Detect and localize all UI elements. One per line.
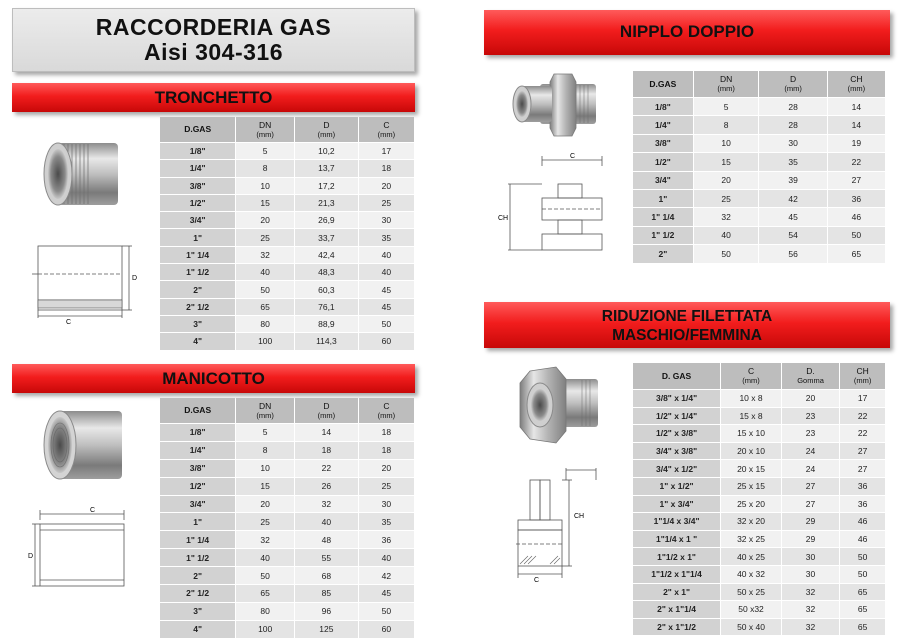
manicotto-table xyxy=(159,397,415,639)
col-header: D.GAS xyxy=(160,117,235,142)
value-cell: 50 xyxy=(694,245,759,262)
value-cell: 8 xyxy=(694,116,759,133)
value-cell: 80 xyxy=(236,316,294,332)
size-cell: 1/2" xyxy=(160,478,235,495)
value-cell: 42 xyxy=(759,190,826,207)
size-cell: 3/8" xyxy=(633,135,693,152)
size-cell: 3/4" xyxy=(160,496,235,513)
table-row xyxy=(160,281,414,297)
value-cell: 20 x 10 xyxy=(721,443,781,460)
table-row xyxy=(633,584,885,601)
value-cell: 30 xyxy=(359,496,414,513)
table-row xyxy=(160,229,414,245)
title-line-2: Aisi 304-316 xyxy=(144,39,283,65)
value-cell: 32 xyxy=(236,247,294,263)
value-cell: 48 xyxy=(295,531,358,548)
value-cell: 14 xyxy=(295,424,358,441)
size-cell: 1"1/4 x 1 " xyxy=(633,531,720,548)
value-cell: 85 xyxy=(295,585,358,602)
value-cell: 65 xyxy=(828,245,885,262)
table-header-row xyxy=(160,398,414,423)
value-cell: 45 xyxy=(759,208,826,225)
value-cell: 23 xyxy=(782,425,839,442)
table-row xyxy=(160,460,414,477)
value-cell: 68 xyxy=(295,567,358,584)
table-row xyxy=(633,408,885,425)
value-cell: 27 xyxy=(782,478,839,495)
value-cell: 15 x 10 xyxy=(721,425,781,442)
nipplo-drawing xyxy=(498,150,616,258)
value-cell: 39 xyxy=(759,172,826,189)
size-cell: 1"1/2 x 1"1/4 xyxy=(633,566,720,583)
size-cell: 1" 1/4 xyxy=(160,531,235,548)
value-cell: 40 xyxy=(359,247,414,263)
value-cell: 20 xyxy=(236,212,294,228)
size-cell: 2" 1/2 xyxy=(160,299,235,315)
table-header-row xyxy=(633,71,885,97)
value-cell: 26 xyxy=(295,478,358,495)
size-cell: 3" xyxy=(160,316,235,332)
value-cell: 33,7 xyxy=(295,229,358,245)
value-cell: 125 xyxy=(295,621,358,638)
size-cell: 3/4" x 3/8" xyxy=(633,443,720,460)
size-cell: 2" x 1"1/4 xyxy=(633,601,720,618)
table-row xyxy=(160,585,414,602)
value-cell: 22 xyxy=(840,425,885,442)
size-cell: 1" xyxy=(160,513,235,530)
value-cell: 60 xyxy=(359,621,414,638)
value-cell: 32 xyxy=(236,531,294,548)
value-cell: 25 x 15 xyxy=(721,478,781,495)
value-cell: 50 xyxy=(236,281,294,297)
col-header: DN (mm) xyxy=(236,398,294,423)
tronchetto-title: TRONCHETTO xyxy=(154,88,273,107)
table-row xyxy=(160,195,414,211)
value-cell: 36 xyxy=(840,496,885,513)
size-cell: 3/4" xyxy=(633,172,693,189)
table-row xyxy=(633,390,885,407)
col-header: D. GAS xyxy=(633,363,720,389)
col-header: D. Gomma xyxy=(782,363,839,389)
value-cell: 20 xyxy=(236,496,294,513)
value-cell: 36 xyxy=(359,531,414,548)
value-cell: 48,3 xyxy=(295,264,358,280)
value-cell: 15 xyxy=(236,478,294,495)
nipplo-title: NIPPLO DOPPIO xyxy=(619,22,755,41)
table-row xyxy=(160,264,414,280)
size-cell: 1" 1/4 xyxy=(633,208,693,225)
table-row xyxy=(160,621,414,638)
value-cell: 32 xyxy=(694,208,759,225)
table-row xyxy=(160,178,414,194)
value-cell: 32 xyxy=(782,584,839,601)
value-cell: 42,4 xyxy=(295,247,358,263)
value-cell: 17,2 xyxy=(295,178,358,194)
riduzione-table xyxy=(632,362,886,636)
value-cell: 88,9 xyxy=(295,316,358,332)
value-cell: 40 xyxy=(694,227,759,244)
value-cell: 35 xyxy=(759,153,826,170)
value-cell: 24 xyxy=(782,460,839,477)
size-cell: 1/4" xyxy=(633,116,693,133)
title-line-1: RACCORDERIA GAS xyxy=(95,14,332,40)
value-cell: 10 xyxy=(694,135,759,152)
value-cell: 46 xyxy=(840,531,885,548)
tronchetto-photo xyxy=(38,137,128,215)
size-cell: 1" x 1/2" xyxy=(633,478,720,495)
value-cell: 50 x32 xyxy=(721,601,781,618)
value-cell: 20 xyxy=(359,460,414,477)
size-cell: 3/4" xyxy=(160,212,235,228)
table-row xyxy=(160,212,414,228)
table-row xyxy=(633,172,885,189)
col-header: C (mm) xyxy=(359,117,414,142)
nipplo-photo xyxy=(510,70,610,140)
riduzione-dim-ch: CH xyxy=(574,513,585,520)
size-cell: 1"1/4 x 3/4" xyxy=(633,513,720,530)
size-cell: 1" 1/4 xyxy=(160,247,235,263)
size-cell: 1/2" xyxy=(160,195,235,211)
manicotto-photo xyxy=(38,405,133,487)
value-cell: 20 xyxy=(782,390,839,407)
value-cell: 65 xyxy=(840,601,885,618)
size-cell: 3/4" x 1/2" xyxy=(633,460,720,477)
table-row xyxy=(633,601,885,618)
value-cell: 15 x 8 xyxy=(721,408,781,425)
col-header: D (mm) xyxy=(759,71,826,97)
table-row xyxy=(633,513,885,530)
value-cell: 8 xyxy=(236,160,294,176)
value-cell: 28 xyxy=(759,116,826,133)
value-cell: 45 xyxy=(359,585,414,602)
value-cell: 20 xyxy=(694,172,759,189)
riduzione-drawing xyxy=(510,466,622,584)
value-cell: 32 x 25 xyxy=(721,531,781,548)
table-row xyxy=(633,531,885,548)
table-row xyxy=(160,567,414,584)
table-row xyxy=(633,548,885,565)
value-cell: 114,3 xyxy=(295,333,358,349)
value-cell: 28 xyxy=(759,98,826,115)
table-row xyxy=(160,496,414,513)
manicotto-title: MANICOTTO xyxy=(162,369,265,388)
table-row xyxy=(633,98,885,115)
value-cell: 32 xyxy=(782,601,839,618)
table-row xyxy=(633,496,885,513)
table-row xyxy=(160,478,414,495)
size-cell: 3/8" xyxy=(160,460,235,477)
tronchetto-dim-d: D xyxy=(132,275,138,282)
value-cell: 10,2 xyxy=(295,143,358,159)
value-cell: 5 xyxy=(236,143,294,159)
value-cell: 18 xyxy=(295,442,358,459)
value-cell: 40 x 25 xyxy=(721,548,781,565)
value-cell: 35 xyxy=(359,513,414,530)
size-cell: 1" 1/2 xyxy=(633,227,693,244)
value-cell: 40 x 32 xyxy=(721,566,781,583)
value-cell: 56 xyxy=(759,245,826,262)
value-cell: 32 x 20 xyxy=(721,513,781,530)
value-cell: 14 xyxy=(828,116,885,133)
value-cell: 50 xyxy=(840,548,885,565)
tronchetto-dim-c: C xyxy=(66,319,72,326)
value-cell: 18 xyxy=(359,160,414,176)
value-cell: 17 xyxy=(840,390,885,407)
table-row xyxy=(633,227,885,244)
value-cell: 55 xyxy=(295,549,358,566)
value-cell: 36 xyxy=(828,190,885,207)
value-cell: 32 xyxy=(295,496,358,513)
value-cell: 27 xyxy=(782,496,839,513)
col-header: CH (mm) xyxy=(828,71,885,97)
value-cell: 20 xyxy=(359,178,414,194)
size-cell: 3" xyxy=(160,603,235,620)
value-cell: 46 xyxy=(840,513,885,530)
table-row xyxy=(633,443,885,460)
col-header: C (mm) xyxy=(721,363,781,389)
manicotto-drawing xyxy=(28,506,138,591)
table-row xyxy=(633,478,885,495)
manicotto-banner xyxy=(12,364,415,393)
value-cell: 25 xyxy=(694,190,759,207)
size-cell: 2" xyxy=(160,567,235,584)
col-header: D (mm) xyxy=(295,398,358,423)
size-cell: 1/4" xyxy=(160,442,235,459)
value-cell: 50 xyxy=(840,566,885,583)
size-cell: 1" xyxy=(633,190,693,207)
size-cell: 1" 1/2 xyxy=(160,549,235,566)
size-cell: 1" x 3/4" xyxy=(633,496,720,513)
value-cell: 25 x 20 xyxy=(721,496,781,513)
size-cell: 4" xyxy=(160,333,235,349)
value-cell: 13,7 xyxy=(295,160,358,176)
table-row xyxy=(160,513,414,530)
riduzione-banner xyxy=(484,302,890,348)
value-cell: 5 xyxy=(236,424,294,441)
nipplo-banner xyxy=(484,10,890,55)
table-row xyxy=(160,299,414,315)
value-cell: 26,9 xyxy=(295,212,358,228)
table-row xyxy=(160,531,414,548)
table-row xyxy=(633,153,885,170)
value-cell: 40 xyxy=(295,513,358,530)
riduzione-photo xyxy=(512,365,608,445)
size-cell: 2" xyxy=(160,281,235,297)
riduzione-title-line-1: RIDUZIONE FILETTATA xyxy=(601,308,773,325)
value-cell: 29 xyxy=(782,531,839,548)
value-cell: 76,1 xyxy=(295,299,358,315)
table-row xyxy=(633,460,885,477)
size-cell: 3/8" x 1/4" xyxy=(633,390,720,407)
table-row xyxy=(633,190,885,207)
value-cell: 20 x 15 xyxy=(721,460,781,477)
value-cell: 40 xyxy=(359,264,414,280)
value-cell: 40 xyxy=(236,264,294,280)
col-header: DN (mm) xyxy=(694,71,759,97)
value-cell: 50 xyxy=(828,227,885,244)
table-row xyxy=(633,619,885,636)
value-cell: 15 xyxy=(694,153,759,170)
value-cell: 17 xyxy=(359,143,414,159)
value-cell: 18 xyxy=(359,442,414,459)
value-cell: 10 x 8 xyxy=(721,390,781,407)
manicotto-dim-c: C xyxy=(90,507,96,514)
size-cell: 2" x 1"1/2 xyxy=(633,619,720,636)
value-cell: 8 xyxy=(236,442,294,459)
value-cell: 65 xyxy=(236,585,294,602)
table-row xyxy=(633,208,885,225)
value-cell: 21,3 xyxy=(295,195,358,211)
size-cell: 1/8" xyxy=(633,98,693,115)
riduzione-title-line-2: MASCHIO/FEMMINA xyxy=(612,327,762,344)
value-cell: 35 xyxy=(359,229,414,245)
table-row xyxy=(160,160,414,176)
value-cell: 10 xyxy=(236,460,294,477)
size-cell: 4" xyxy=(160,621,235,638)
col-header: CH (mm) xyxy=(840,363,885,389)
value-cell: 24 xyxy=(782,443,839,460)
page-title xyxy=(12,8,415,72)
value-cell: 45 xyxy=(359,281,414,297)
size-cell: 2" 1/2 xyxy=(160,585,235,602)
value-cell: 45 xyxy=(359,299,414,315)
value-cell: 65 xyxy=(236,299,294,315)
value-cell: 30 xyxy=(759,135,826,152)
size-cell: 3/8" xyxy=(160,178,235,194)
value-cell: 54 xyxy=(759,227,826,244)
table-row xyxy=(633,245,885,262)
value-cell: 27 xyxy=(840,443,885,460)
value-cell: 25 xyxy=(236,513,294,530)
col-header: C (mm) xyxy=(359,398,414,423)
col-header: D.GAS xyxy=(160,398,235,423)
table-row xyxy=(160,549,414,566)
table-header-row xyxy=(160,117,414,142)
tronchetto-banner xyxy=(12,83,415,112)
value-cell: 22 xyxy=(840,408,885,425)
value-cell: 100 xyxy=(236,333,294,349)
value-cell: 40 xyxy=(359,549,414,566)
value-cell: 25 xyxy=(359,195,414,211)
value-cell: 5 xyxy=(694,98,759,115)
size-cell: 1/4" xyxy=(160,160,235,176)
table-row xyxy=(160,424,414,441)
table-row xyxy=(160,333,414,349)
value-cell: 40 xyxy=(236,549,294,566)
value-cell: 30 xyxy=(782,548,839,565)
nipplo-table xyxy=(632,70,886,264)
size-cell: 2" xyxy=(633,245,693,262)
nipplo-dim-c: C xyxy=(570,153,576,160)
value-cell: 96 xyxy=(295,603,358,620)
value-cell: 32 xyxy=(782,619,839,636)
value-cell: 25 xyxy=(359,478,414,495)
value-cell: 19 xyxy=(828,135,885,152)
table-row xyxy=(160,442,414,459)
value-cell: 50 xyxy=(359,316,414,332)
value-cell: 50 x 40 xyxy=(721,619,781,636)
value-cell: 22 xyxy=(828,153,885,170)
value-cell: 46 xyxy=(828,208,885,225)
value-cell: 30 xyxy=(782,566,839,583)
table-row xyxy=(633,425,885,442)
table-row xyxy=(160,603,414,620)
value-cell: 65 xyxy=(840,584,885,601)
value-cell: 80 xyxy=(236,603,294,620)
value-cell: 14 xyxy=(828,98,885,115)
size-cell: 1/2" x 3/8" xyxy=(633,425,720,442)
size-cell: 1/2" xyxy=(633,153,693,170)
value-cell: 27 xyxy=(828,172,885,189)
tronchetto-table xyxy=(159,116,415,351)
nipplo-dim-ch: CH xyxy=(498,215,509,222)
value-cell: 27 xyxy=(840,460,885,477)
value-cell: 60 xyxy=(359,333,414,349)
value-cell: 29 xyxy=(782,513,839,530)
riduzione-dim-c: C xyxy=(534,577,540,584)
value-cell: 10 xyxy=(236,178,294,194)
table-row xyxy=(160,143,414,159)
size-cell: 1/8" xyxy=(160,143,235,159)
value-cell: 50 xyxy=(359,603,414,620)
value-cell: 50 x 25 xyxy=(721,584,781,601)
col-header: D.GAS xyxy=(633,71,693,97)
value-cell: 15 xyxy=(236,195,294,211)
value-cell: 22 xyxy=(295,460,358,477)
value-cell: 23 xyxy=(782,408,839,425)
size-cell: 1/8" xyxy=(160,424,235,441)
value-cell: 60,3 xyxy=(295,281,358,297)
table-row xyxy=(633,566,885,583)
col-header: DN (mm) xyxy=(236,117,294,142)
table-header-row xyxy=(633,363,885,389)
value-cell: 36 xyxy=(840,478,885,495)
tronchetto-drawing xyxy=(28,236,138,326)
table-row xyxy=(160,316,414,332)
size-cell: 2" x 1" xyxy=(633,584,720,601)
table-row xyxy=(160,247,414,263)
value-cell: 50 xyxy=(236,567,294,584)
value-cell: 25 xyxy=(236,229,294,245)
value-cell: 65 xyxy=(840,619,885,636)
value-cell: 100 xyxy=(236,621,294,638)
size-cell: 1" 1/2 xyxy=(160,264,235,280)
value-cell: 42 xyxy=(359,567,414,584)
col-header: D (mm) xyxy=(295,117,358,142)
table-row xyxy=(633,135,885,152)
value-cell: 18 xyxy=(359,424,414,441)
size-cell: 1"1/2 x 1" xyxy=(633,548,720,565)
manicotto-dim-d: D xyxy=(28,553,34,560)
value-cell: 30 xyxy=(359,212,414,228)
size-cell: 1/2" x 1/4" xyxy=(633,408,720,425)
table-row xyxy=(633,116,885,133)
size-cell: 1" xyxy=(160,229,235,245)
